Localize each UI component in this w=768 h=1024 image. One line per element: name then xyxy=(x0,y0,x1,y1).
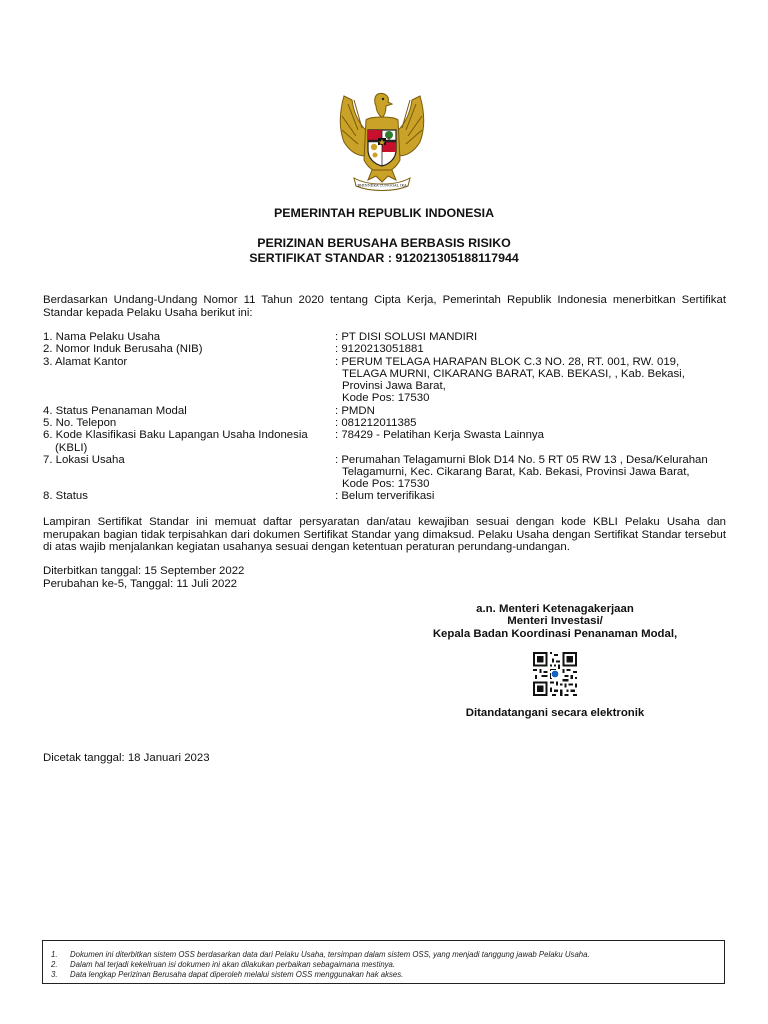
location-line: : Perumahan Telagamurni Blok D14 No. 5 RT 05 RW 13 , Desa/Kelurahan xyxy=(335,453,708,466)
field-label: 5. No. Telepon xyxy=(43,417,117,430)
address-line: Kode Pos: 17530 xyxy=(342,392,430,405)
address-line: : PERUM TELAGA HARAPAN BLOK C.3 NO. 28, RT. 001, RW. 019, xyxy=(335,355,680,368)
amendment-date: Perubahan ke-5, Tanggal: 11 Juli 2022 xyxy=(43,577,237,590)
kbli-label-line: (KBLI) xyxy=(55,441,88,454)
attachment-paragraph: Lampiran Sertifikat Standar ini memuat daftar persyaratan dan/atau kewajiban sesuai dengan kode KBLI Pelaku Usaha dan merupakan bagian tidak terpisahkan dari dokumen Sertifikat Standar yang dimaksud. Pelaku Usaha dengan Sertifikat Standar tersebut di atas wajib menjalankan kegiatan usahanya sesuai dengan ketentuan peraturan perundang-undangan. xyxy=(43,516,726,554)
printed-date: Dicetak tanggal: 18 Januari 2023 xyxy=(43,752,210,764)
electronic-signature: Ditandatangani secara elektronik xyxy=(465,707,645,719)
footnotes-box xyxy=(42,940,725,984)
field-value xyxy=(335,356,730,405)
qr-code-icon xyxy=(533,652,577,696)
intro-paragraph: Berdasarkan Undang-Undang Nomor 11 Tahun 2020 tentang Cipta Kerja, Pemerintah Republik Indonesia menerbitkan Sertifikat Standar kepada Pelaku Usaha berikut ini: xyxy=(43,294,726,319)
footnote xyxy=(51,970,403,980)
certificate-number: SERTIFIKAT STANDAR : 912021305188117944 xyxy=(249,251,519,265)
footnote xyxy=(51,960,395,970)
footnote-number: 3. xyxy=(51,969,58,979)
field-value: : PMDN xyxy=(335,404,375,417)
field-value: : PT DISI SOLUSI MANDIRI xyxy=(335,331,478,343)
field-value: : 9120213051881 xyxy=(335,343,424,356)
field-value xyxy=(335,454,730,491)
location-line: Telagamurni, Kec. Cikarang Barat, Kab. Bekasi, Provinsi Jawa Barat, xyxy=(342,466,690,479)
address-line: TELAGA MURNI, CIKARANG BARAT, KAB. BEKASI, , Kab. Bekasi, xyxy=(342,367,685,380)
field-label: 3. Alamat Kantor xyxy=(43,355,128,368)
signatory-line: a.n. Menteri Ketenagakerjaan xyxy=(476,603,634,615)
document-header xyxy=(0,236,768,266)
signatory-line: Menteri Investasi/ xyxy=(507,615,603,628)
footnote-text: Dalam hal terjadi kekeliruan isi dokumen ini akan dilakukan perbaikan sebagaimana mestinya. xyxy=(70,960,396,969)
footnote-number: 2. xyxy=(51,960,58,969)
footnote xyxy=(51,950,590,960)
footnote-text: Dokumen ini diterbitkan sistem OSS berdasarkan data dari Pelaku Usaha, tersimpan dalam sistem OSS, yang menjadi tanggung jawab Pelaku Usaha. xyxy=(70,950,590,959)
signatory-line: Kepala Badan Koordinasi Penanaman Modal, xyxy=(432,627,678,640)
signatory-block xyxy=(400,603,710,640)
field-label: 2. Nomor Induk Berusaha (NIB) xyxy=(43,343,203,356)
field-label: 4. Status Penanaman Modal xyxy=(43,404,187,417)
address-line: Provinsi Jawa Barat, xyxy=(342,380,446,393)
field-label xyxy=(43,429,333,454)
svg-text:BHINNEKA TUNGGAL IKA: BHINNEKA TUNGGAL IKA xyxy=(357,183,407,188)
government-title: PEMERINTAH REPUBLIK INDONESIA xyxy=(273,206,495,220)
document-title: PERIZINAN BERUSAHA BERBASIS RISIKO xyxy=(257,236,511,250)
field-value: : Belum terverifikasi xyxy=(335,489,435,502)
footnote-number: 1. xyxy=(51,950,58,959)
footnote-text: Data lengkap Perizinan Berusaha dapat diperoleh melalui sistem OSS menggunakan hak akses. xyxy=(70,969,404,979)
kbli-label-line: 6. Kode Klasifikasi Baku Lapangan Usaha Indonesia xyxy=(43,429,308,442)
field-label: 8. Status xyxy=(43,489,88,502)
issue-dates xyxy=(43,565,244,590)
location-line: Kode Pos: 17530 xyxy=(342,478,430,491)
field-value: : 78429 - Pelatihan Kerja Swasta Lainnya xyxy=(335,429,544,442)
issued-date: Diterbitkan tanggal: 15 September 2022 xyxy=(43,565,245,577)
garuda-emblem xyxy=(330,90,434,192)
field-label: 7. Lokasi Usaha xyxy=(43,453,125,466)
field-label: 1. Nama Pelaku Usaha xyxy=(43,331,161,343)
field-value: : 081212011385 xyxy=(335,417,417,430)
